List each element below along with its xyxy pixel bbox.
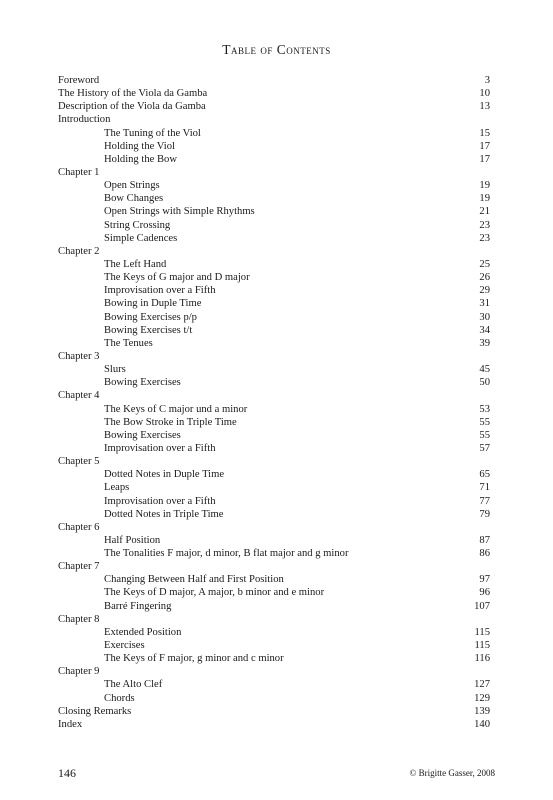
toc-entry-page: 50 — [479, 377, 490, 389]
toc-entry-page: 34 — [479, 324, 490, 336]
toc-subentry — [58, 534, 490, 547]
toc-entry-page: 10 — [479, 88, 490, 100]
toc-entry-page: 79 — [479, 508, 490, 520]
toc-entry-title: The Left Hand — [104, 258, 167, 270]
toc-entry — [58, 245, 490, 258]
toc-subentry — [58, 219, 490, 232]
toc-entry-title: Improvisation over a Fifth — [104, 495, 216, 507]
toc-entry — [58, 389, 490, 402]
toc-entry-page: 15 — [479, 127, 490, 139]
toc-entry-title: Holding the Viol — [104, 140, 175, 152]
toc-subentry — [58, 403, 490, 416]
toc-subentry — [58, 376, 490, 389]
toc-subentry — [58, 205, 490, 218]
toc-entry-page: 115 — [474, 640, 490, 652]
toc-entry-title: Chapter 8 — [58, 613, 100, 625]
toc-entry-title: The Keys of F major, g minor and c minor — [104, 653, 284, 665]
toc-entry-title: Dotted Notes in Triple Time — [104, 508, 224, 520]
toc-entry-title: Index — [58, 718, 83, 730]
toc-entry-page: 31 — [479, 298, 490, 310]
toc-entry-title: Extended Position — [104, 626, 182, 638]
toc-entry-page: 23 — [479, 232, 490, 244]
toc-entry-title: The Tonalities F major, d minor, B flat major and g minor — [104, 548, 349, 560]
toc-subentry — [58, 284, 490, 297]
toc-entry-title: Open Strings with Simple Rhythms — [104, 206, 255, 218]
toc-entry-title: The Tenues — [104, 337, 153, 349]
toc-entry-title: Chords — [104, 692, 135, 704]
toc-subentry — [58, 127, 490, 140]
toc-entry-page: 3 — [484, 75, 490, 86]
toc-entry-title: Changing Between Half and First Position — [104, 574, 284, 586]
toc-entry — [58, 166, 490, 179]
toc-entry — [58, 560, 490, 573]
toc-entry-page: 57 — [479, 442, 490, 454]
toc-entry-title: Chapter 9 — [58, 666, 100, 678]
toc-subentry — [58, 481, 490, 494]
toc-subentry — [58, 586, 490, 599]
toc-subentry — [58, 179, 490, 192]
toc-entry-title: Open Strings — [104, 180, 160, 192]
toc-entry-page: 86 — [479, 548, 490, 560]
toc-subentry — [58, 416, 490, 429]
toc-entry — [58, 100, 490, 113]
toc-entry-title: Leaps — [104, 482, 130, 494]
toc-entry-page: 17 — [479, 153, 490, 165]
toc-subentry — [58, 692, 490, 705]
toc-subentry — [58, 258, 490, 271]
toc-entry-page: 107 — [474, 600, 490, 612]
toc-entry-title: Bowing Exercises t/t — [104, 324, 193, 336]
toc-subentry — [58, 337, 490, 350]
toc-entry-page: 129 — [474, 692, 490, 704]
toc-entry-title: Chapter 4 — [58, 390, 100, 402]
toc-entry-page: 45 — [479, 364, 490, 376]
toc-entry — [58, 613, 490, 626]
toc-entry-page: 55 — [479, 416, 490, 428]
toc-subentry — [58, 429, 490, 442]
toc-entry-title: Barré Fingering — [104, 600, 172, 612]
toc-subentry — [58, 140, 490, 153]
toc-entry — [58, 521, 490, 534]
toc-entry-title: Improvisation over a Fifth — [104, 442, 216, 454]
toc-entry-title: Introduction — [58, 114, 111, 126]
toc-subentry — [58, 363, 490, 376]
toc-subentry — [58, 271, 490, 284]
toc-entry-page: 13 — [479, 101, 490, 113]
toc-entry-page: 97 — [479, 574, 490, 586]
toc-entry-page: 65 — [479, 469, 490, 481]
toc-subentry — [58, 468, 490, 481]
toc-entry-title: Bow Changes — [104, 193, 164, 205]
toc-entry-page: 23 — [479, 219, 490, 231]
toc-entry-title: Holding the Bow — [104, 153, 177, 165]
toc-entry — [58, 113, 490, 126]
toc-entry-title: Improvisation over a Fifth — [104, 285, 216, 297]
toc-entry — [58, 665, 490, 678]
toc-subentry — [58, 678, 490, 691]
toc-entry-title: Bowing in Duple Time — [104, 298, 202, 310]
toc-entry-page: 19 — [479, 180, 490, 192]
toc-entry-title: Bowing Exercises p/p — [104, 311, 197, 323]
toc-subentry — [58, 639, 490, 652]
toc-entry-page: 116 — [474, 653, 490, 665]
toc-entry-title: Closing Remarks — [58, 705, 132, 717]
toc-subentry — [58, 153, 490, 166]
toc-entry-title: Chapter 3 — [58, 350, 100, 362]
toc-entry-page: 53 — [479, 403, 490, 415]
toc-subentry — [58, 600, 490, 613]
toc-entry-page: 87 — [479, 534, 490, 546]
toc-entry-title: Simple Cadences — [104, 232, 178, 244]
toc-entry-page: 26 — [479, 272, 490, 284]
toc-entry-page: 17 — [479, 140, 490, 152]
toc-entry-title: The History of the Viola da Gamba — [58, 88, 208, 100]
toc-entry-title: The Bow Stroke in Triple Time — [104, 416, 237, 428]
toc-entry-page: 21 — [479, 206, 490, 218]
toc-entry-page: 25 — [479, 258, 490, 270]
toc-entry-title: The Keys of C major und a minor — [104, 403, 248, 415]
toc-entry-title: Foreword — [58, 75, 100, 86]
toc-entry — [58, 350, 490, 363]
toc-subentry — [58, 232, 490, 245]
toc-subentry — [58, 626, 490, 639]
toc-entry — [58, 705, 490, 718]
toc-entry-title: The Tuning of the Viol — [104, 127, 201, 139]
toc-subentry — [58, 192, 490, 205]
toc-entry-title: The Alto Clef — [104, 679, 163, 691]
toc-subentry — [58, 324, 490, 337]
toc-entry-title: Chapter 5 — [58, 456, 100, 468]
page-title: Table of Contents — [222, 42, 331, 57]
table-of-contents — [58, 74, 490, 731]
toc-entry-title: Exercises — [104, 640, 145, 652]
toc-subentry — [58, 442, 490, 455]
toc-subentry — [58, 508, 490, 521]
toc-subentry — [58, 495, 490, 508]
toc-entry-title: Chapter 6 — [58, 521, 100, 533]
toc-entry — [58, 455, 490, 468]
toc-entry — [58, 87, 490, 100]
toc-entry-page: 96 — [479, 587, 490, 599]
toc-entry-title: Bowing Exercises — [104, 429, 181, 441]
toc-entry-page: 19 — [479, 193, 490, 205]
toc-subentry — [58, 311, 490, 324]
toc-entry-page: 39 — [479, 337, 490, 349]
toc-subentry — [58, 652, 490, 665]
toc-entry-page: 71 — [479, 482, 490, 494]
toc-subentry — [58, 573, 490, 586]
toc-entry-title: The Keys of D major, A major, b minor and e minor — [104, 587, 325, 599]
toc-entry-page: 29 — [479, 285, 490, 297]
toc-entry — [58, 718, 490, 731]
toc-entry-title: Bowing Exercises — [104, 377, 181, 389]
toc-entry-title: String Crossing — [104, 219, 171, 231]
toc-subentry — [58, 297, 490, 310]
toc-entry-title: Chapter 2 — [58, 245, 100, 257]
toc-entry-page: 77 — [479, 495, 490, 507]
toc-entry-title: Half Position — [104, 534, 161, 546]
toc-entry-page: 140 — [474, 718, 490, 730]
toc-entry-title: Chapter 1 — [58, 166, 100, 178]
toc-entry — [58, 74, 490, 87]
footer-copyright: © Brigitte Gasser, 2008 — [409, 768, 495, 778]
toc-entry-title: Chapter 7 — [58, 561, 100, 573]
toc-entry-page: 55 — [479, 429, 490, 441]
toc-subentry — [58, 547, 490, 560]
toc-entry-title: Dotted Notes in Duple Time — [104, 469, 225, 481]
toc-entry-title: Slurs — [104, 364, 126, 376]
toc-entry-title: The Keys of G major and D major — [104, 272, 250, 284]
toc-entry-page: 30 — [479, 311, 490, 323]
footer-page-number: 146 — [58, 766, 76, 780]
toc-entry-title: Description of the Viola da Gamba — [58, 101, 206, 113]
toc-entry-page: 139 — [474, 705, 490, 717]
toc-entry-page: 127 — [474, 679, 490, 691]
toc-entry-page: 115 — [474, 626, 490, 638]
